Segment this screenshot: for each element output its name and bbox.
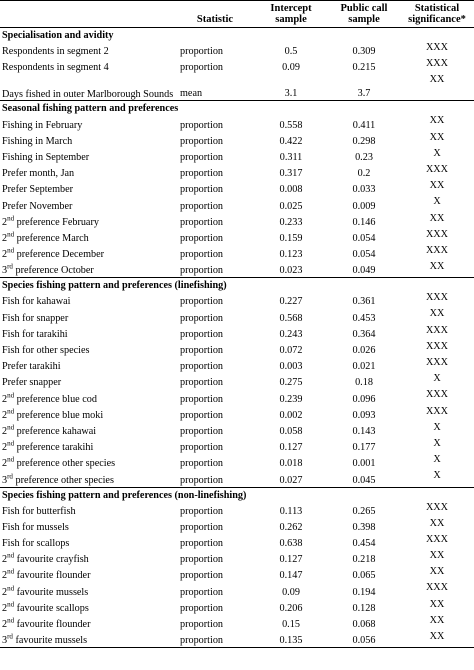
statistic-cell: proportion	[180, 442, 224, 454]
statistic-cell: proportion	[180, 265, 224, 277]
intercept-value: 0.018	[279, 458, 303, 470]
public-call-value: 0.068	[352, 619, 376, 630]
row-label: Prefer September	[2, 184, 73, 196]
intercept-value: 0.206	[279, 602, 303, 614]
header-variable	[0, 1, 176, 28]
row-label-cell	[0, 373, 176, 389]
intercept-value: 0.262	[279, 521, 303, 533]
ordinal-number: 2	[2, 458, 8, 470]
row-label-cell	[0, 132, 176, 148]
intercept-value: 0.113	[279, 505, 303, 517]
row-label-cell	[0, 42, 176, 58]
row-label: favourite flounder	[14, 570, 91, 582]
ordinal-suffix: nd	[7, 439, 15, 448]
intercept-value: 0.638	[279, 538, 303, 550]
public-call-value: 0.056	[328, 631, 400, 648]
ordinal-suffix: nd	[7, 230, 15, 239]
significance-marker: XX	[429, 74, 445, 86]
row-label: Fishing in September	[2, 151, 90, 163]
row-label-cell	[0, 599, 176, 615]
ordinal-suffix: nd	[7, 584, 15, 593]
significance-marker: XX	[429, 180, 445, 192]
table-row	[0, 357, 474, 373]
statistic-cell: proportion	[180, 458, 224, 470]
table-row	[0, 213, 474, 229]
ordinal-number: 2	[2, 393, 8, 405]
statistic-cell: proportion	[180, 619, 224, 630]
row-label-cell	[0, 502, 176, 518]
row-label: preference other species	[12, 474, 114, 486]
ordinal-suffix: nd	[7, 600, 15, 609]
row-label: preference February	[14, 216, 99, 228]
significance-marker: XXX	[425, 292, 449, 304]
intercept-value: 0.5	[284, 46, 298, 58]
public-call-value: 0.128	[352, 602, 376, 614]
statistic-cell: proportion	[180, 409, 224, 421]
intercept-value: 0.239	[279, 393, 303, 405]
ordinal-number: 2	[2, 232, 8, 244]
significance-marker: XX	[429, 614, 445, 626]
intercept-value: 0.558	[279, 119, 303, 131]
significance-marker: XXX	[425, 533, 449, 545]
statistic-cell: proportion	[180, 570, 224, 582]
significance-marker: XXX	[425, 244, 449, 256]
row-label-cell	[0, 341, 176, 357]
ordinal-number: 3	[2, 635, 8, 647]
row-label: preference blue moki	[14, 409, 104, 421]
table-row	[0, 42, 474, 58]
table-row	[0, 534, 474, 550]
public-call-value: 0.049	[352, 265, 376, 277]
statistic-cell: proportion	[180, 62, 224, 74]
public-call-value: 0.033	[352, 184, 376, 196]
section-title: Species fishing pattern and preferences (linefishing)	[0, 278, 474, 293]
intercept-value: 0.008	[279, 184, 303, 196]
statistic-cell: proportion	[180, 46, 224, 58]
intercept-value: 0.233	[279, 216, 303, 228]
table-row	[0, 180, 474, 196]
row-label: Prefer tarakihi	[2, 361, 61, 373]
row-label-cell	[0, 308, 176, 324]
ordinal-number: 3	[2, 265, 8, 277]
header-statistic: Statistic	[176, 1, 254, 28]
significance-marker: XXX	[425, 324, 449, 336]
ordinal-suffix: nd	[7, 455, 15, 464]
table-row	[0, 566, 474, 582]
row-label: preference March	[14, 232, 89, 244]
table-row	[0, 164, 474, 180]
table-row	[0, 599, 474, 615]
statistic-cell: proportion	[180, 200, 224, 212]
ordinal-suffix: rd	[7, 632, 13, 641]
row-label: favourite mussels	[12, 635, 88, 647]
ordinal-number: 2	[2, 619, 8, 630]
row-label-cell	[0, 389, 176, 405]
row-label: favourite flounder	[14, 619, 91, 630]
significance-marker: XXX	[425, 58, 449, 70]
table-row	[0, 341, 474, 357]
public-call-value: 0.265	[352, 505, 376, 517]
significance-marker: XX	[429, 517, 445, 529]
table-row	[0, 325, 474, 341]
public-call-value: 0.093	[352, 409, 376, 421]
row-label: Fishing in March	[2, 135, 73, 147]
intercept-value: 0.127	[279, 442, 303, 454]
table-row	[0, 502, 474, 518]
ordinal-suffix: rd	[7, 262, 13, 271]
table-row	[0, 582, 474, 598]
statistic-cell: proportion	[180, 361, 224, 373]
intercept-value: 3.1	[284, 88, 298, 100]
statistic-cell: proportion	[180, 184, 224, 196]
header-row	[0, 1, 474, 28]
row-label-cell	[0, 292, 176, 308]
significance-marker: X	[433, 421, 441, 433]
row-label: Respondents in segment 2	[2, 46, 109, 58]
public-call-value: 0.398	[352, 521, 376, 533]
row-label-cell	[0, 115, 176, 131]
table-row	[0, 148, 474, 164]
row-label: preference December	[14, 249, 105, 261]
significance-marker: XX	[429, 212, 445, 224]
row-label-cell	[0, 213, 176, 229]
table-row	[0, 132, 474, 148]
statistic-cell: proportion	[180, 474, 224, 486]
public-call-value: 0.454	[352, 538, 376, 550]
row-label-cell	[0, 180, 176, 196]
statistic-cell: proportion	[180, 554, 224, 566]
public-call-value: 0.177	[352, 442, 376, 454]
section-title: Specialisation and avidity	[2, 30, 114, 41]
table-header	[0, 1, 474, 28]
significance-marker: XX	[429, 566, 445, 578]
row-label: Days fished in outer Marlborough Sounds	[2, 89, 174, 101]
ordinal-suffix: nd	[7, 616, 15, 625]
row-label-cell	[0, 550, 176, 566]
significance-marker: XXX	[425, 357, 449, 368]
intercept-value: 0.227	[279, 296, 303, 308]
row-label-cell	[0, 406, 176, 422]
ordinal-number: 2	[2, 409, 8, 421]
significance-marker: XX	[429, 261, 445, 273]
row-label: Fish for scallops	[2, 538, 70, 550]
statistic-cell: proportion	[180, 586, 224, 598]
statistic-cell: proportion	[180, 135, 224, 147]
significance-marker: XXX	[425, 582, 449, 594]
row-label-cell	[0, 196, 176, 212]
row-label-cell	[0, 582, 176, 598]
statistic-cell: proportion	[180, 151, 224, 163]
table-row	[0, 422, 474, 438]
statistic-cell: proportion	[180, 249, 224, 261]
significance-marker: XX	[429, 308, 445, 320]
statistic-cell: proportion	[180, 521, 224, 533]
public-call-value: 0.411	[352, 119, 376, 131]
public-call-value: 0.218	[352, 554, 376, 566]
significance-marker: XXX	[425, 163, 449, 175]
statistic-cell: proportion	[176, 631, 254, 648]
header-statistical-significance: Statistical significance*	[400, 1, 474, 28]
row-label-cell	[0, 534, 176, 550]
intercept-value: 0.09	[282, 62, 300, 74]
table-row	[0, 261, 474, 278]
public-call-value: 0.146	[352, 216, 376, 228]
section-header-row	[0, 101, 474, 116]
public-call-value: 0.298	[352, 135, 376, 147]
table-row	[0, 389, 474, 405]
ordinal-number: 2	[2, 216, 8, 228]
ordinal-suffix: nd	[7, 391, 15, 400]
intercept-value: 0.311	[279, 151, 303, 163]
intercept-value: 0.243	[279, 328, 303, 340]
public-call-value: 0.143	[352, 425, 376, 437]
public-call-value: 0.23	[355, 151, 373, 163]
significance-marker: XXX	[425, 228, 449, 240]
section-header-row	[0, 28, 474, 43]
significance-marker: XXX	[425, 340, 449, 352]
intercept-value: 0.135	[254, 631, 328, 648]
public-call-value: 0.021	[352, 361, 376, 373]
row-label: Fish for other species	[2, 345, 90, 356]
intercept-value: 0.147	[279, 570, 303, 582]
significance-marker: XX	[429, 598, 445, 610]
table-row	[0, 229, 474, 245]
table-row	[0, 631, 474, 648]
intercept-value: 0.002	[279, 409, 303, 421]
intercept-value: 0.15	[282, 619, 300, 630]
header-intercept-sample: Intercept sample	[254, 1, 328, 28]
row-label-cell	[0, 164, 176, 180]
intercept-value: 0.127	[279, 554, 303, 566]
header-public-call-sample: Public call sample	[328, 1, 400, 28]
statistic-cell: proportion	[180, 119, 224, 131]
row-label: Fish for mussels	[2, 521, 69, 533]
table-row	[0, 58, 474, 74]
row-label: Prefer November	[2, 200, 73, 212]
public-call-value: 0.194	[352, 586, 376, 598]
public-call-value: 0.045	[352, 474, 376, 486]
statistic-cell: proportion	[180, 505, 224, 517]
row-label: preference other species	[14, 458, 116, 470]
ordinal-number: 3	[2, 474, 8, 486]
statistic-cell: proportion	[180, 312, 224, 324]
row-label: Respondents in segment 4	[2, 62, 109, 74]
statistic-cell: proportion	[180, 216, 224, 228]
row-label: Fishing in February	[2, 119, 83, 131]
row-label-cell	[0, 438, 176, 454]
ordinal-suffix: nd	[7, 423, 15, 432]
row-label-cell	[0, 229, 176, 245]
significance-marker: XX	[429, 550, 445, 562]
significance-marker: XXX	[425, 501, 449, 513]
section-title: Species fishing pattern and preferences (non-linefishing)	[0, 487, 474, 502]
row-label-cell	[0, 518, 176, 534]
statistic-cell: proportion	[180, 345, 224, 356]
intercept-value: 0.025	[279, 200, 303, 212]
section-header-row	[0, 487, 474, 502]
row-label: preference blue cod	[14, 393, 97, 405]
table-row	[0, 245, 474, 261]
significance-marker: X	[433, 196, 441, 208]
table-row	[0, 550, 474, 566]
table-row	[0, 373, 474, 389]
significance-marker: XX	[400, 631, 474, 648]
intercept-value: 0.159	[279, 232, 303, 244]
ordinal-suffix: rd	[7, 472, 13, 481]
table-row	[0, 470, 474, 487]
row-label: Prefer month, Jan	[2, 168, 75, 180]
intercept-value: 0.123	[279, 249, 303, 261]
section-header-row	[0, 278, 474, 293]
ordinal-number: 2	[2, 554, 8, 566]
statistic-cell: proportion	[180, 602, 224, 614]
row-label-cell	[0, 422, 176, 438]
row-label: Prefer snapper	[2, 377, 62, 389]
row-label-cell	[0, 74, 176, 101]
statistic-cell: proportion	[180, 393, 224, 405]
significance-marker: X	[433, 437, 441, 449]
row-label: favourite mussels	[14, 586, 89, 598]
significance-marker: X	[433, 470, 441, 482]
significance-marker: XXX	[425, 42, 449, 53]
table-row	[0, 454, 474, 470]
row-label-cell	[0, 631, 176, 648]
row-label: Fish for butterfish	[2, 505, 76, 517]
ordinal-suffix: nd	[7, 568, 15, 577]
row-label-cell	[0, 615, 176, 631]
public-call-value: 0.054	[352, 249, 376, 261]
ordinal-number: 2	[2, 602, 8, 614]
table-row	[0, 438, 474, 454]
public-call-value: 0.215	[352, 62, 376, 74]
row-label-cell	[0, 357, 176, 373]
public-call-value: 0.364	[352, 328, 376, 340]
table-row	[0, 406, 474, 422]
significance-marker: X	[433, 373, 441, 385]
row-label-cell	[0, 261, 176, 278]
row-label-cell	[0, 325, 176, 341]
significance-marker: X	[433, 454, 441, 466]
row-label: Fish for tarakihi	[2, 328, 68, 340]
ordinal-suffix: nd	[7, 214, 15, 223]
row-label: preference October	[12, 265, 94, 277]
public-call-value: 0.054	[352, 232, 376, 244]
row-label: favourite scallops	[14, 602, 89, 614]
intercept-value: 0.568	[279, 312, 303, 324]
public-call-value: 0.096	[352, 393, 376, 405]
ordinal-number: 2	[2, 570, 8, 582]
ordinal-suffix: nd	[7, 407, 15, 416]
table-row	[0, 115, 474, 131]
statistic-cell: proportion	[180, 232, 224, 244]
row-label-cell	[0, 58, 176, 74]
row-label: preference kahawai	[14, 425, 97, 437]
public-call-value: 0.001	[352, 458, 376, 470]
significance-marker: XXX	[425, 405, 449, 417]
row-label-cell	[0, 454, 176, 470]
statistic-cell: proportion	[180, 168, 224, 180]
intercept-value: 0.422	[279, 135, 303, 147]
intercept-value: 0.058	[279, 425, 303, 437]
row-label: favourite crayfish	[14, 554, 89, 566]
public-call-value: 0.18	[355, 377, 373, 389]
public-call-value: 0.2	[357, 168, 371, 180]
table-row	[0, 308, 474, 324]
public-call-value: 0.026	[352, 345, 376, 356]
ordinal-suffix: nd	[7, 551, 15, 560]
statistic-cell: proportion	[180, 296, 224, 308]
public-call-value: 0.453	[352, 312, 376, 324]
row-label-cell	[0, 470, 176, 487]
row-label: Fish for snapper	[2, 312, 69, 324]
intercept-value: 0.023	[279, 265, 303, 277]
ordinal-number: 2	[2, 442, 8, 454]
statistic-cell: proportion	[180, 425, 224, 437]
significance-marker: XX	[429, 131, 445, 143]
significance-marker: X	[433, 147, 441, 159]
intercept-value: 0.027	[279, 474, 303, 486]
public-call-value: 3.7	[357, 88, 371, 100]
intercept-value: 0.275	[279, 377, 303, 389]
public-call-value: 0.361	[352, 296, 376, 308]
table-body	[0, 28, 474, 648]
row-label: Fish for kahawai	[2, 296, 71, 308]
intercept-value: 0.003	[279, 361, 303, 373]
section-title: Seasonal fishing pattern and preferences	[0, 101, 474, 116]
row-label-cell	[0, 148, 176, 164]
ordinal-number: 2	[2, 586, 8, 598]
table-row	[0, 518, 474, 534]
ordinal-number: 2	[2, 425, 8, 437]
public-call-value: 0.065	[352, 570, 376, 582]
table-row	[0, 196, 474, 212]
row-label-cell	[0, 245, 176, 261]
ordinal-number: 2	[2, 249, 8, 261]
statistic-cell: proportion	[180, 328, 224, 340]
statistic-cell: mean	[180, 88, 203, 100]
intercept-value: 0.317	[279, 168, 303, 180]
intercept-value: 0.09	[282, 586, 300, 598]
public-call-value: 0.009	[352, 200, 376, 212]
statistic-cell: proportion	[180, 377, 224, 389]
row-label: preference tarakihi	[14, 442, 94, 454]
intercept-value: 0.072	[279, 345, 303, 356]
significance-marker: XXX	[425, 389, 449, 401]
significance-marker: XX	[429, 115, 445, 127]
table-row	[0, 292, 474, 308]
table-row	[0, 615, 474, 631]
statistic-cell: proportion	[180, 538, 224, 550]
public-call-value: 0.309	[352, 46, 376, 58]
row-label-cell	[0, 566, 176, 582]
table-row	[0, 74, 474, 101]
ordinal-suffix: nd	[7, 246, 15, 255]
